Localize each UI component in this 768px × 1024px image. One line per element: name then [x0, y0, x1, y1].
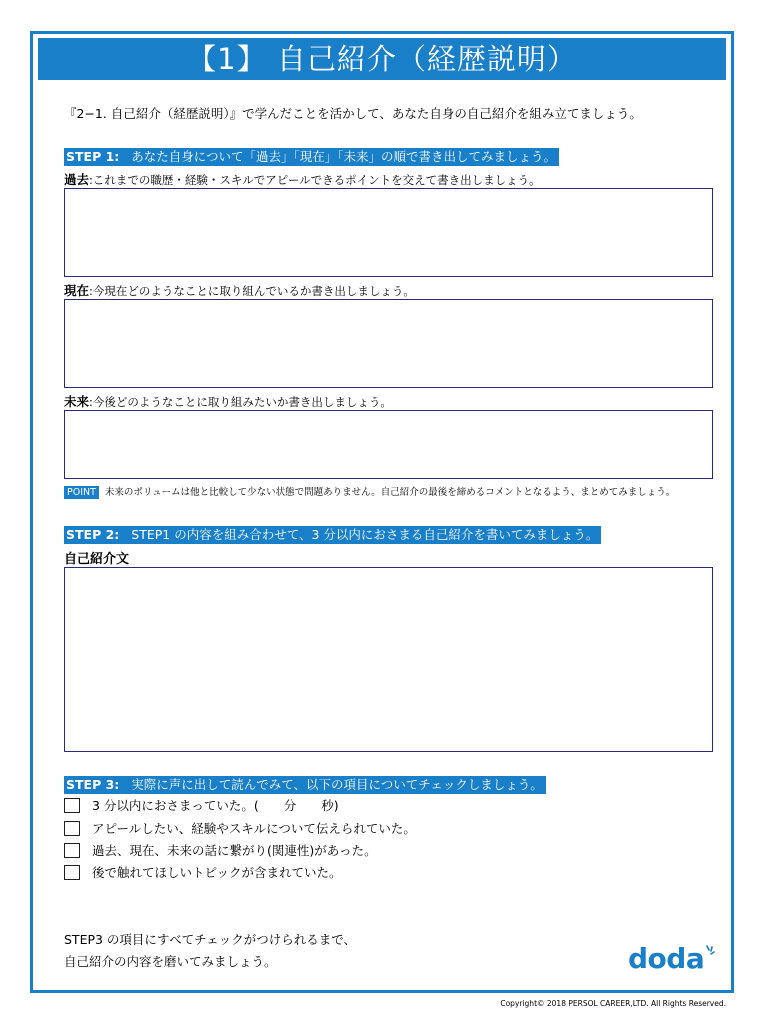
step1-text: あなた自身について「過去」「現在」「未来」の順で書き出してみましょう。 [131, 149, 557, 164]
past-label: 過去 [64, 172, 90, 187]
checkbox[interactable] [64, 865, 80, 880]
step2-header [64, 526, 601, 544]
step3-label: STEP 3: [66, 777, 120, 792]
checkbox[interactable] [64, 798, 80, 813]
checklist-item-text: 3 分以内におさまっていた。( 分 秒) [92, 798, 339, 813]
checklist-item-text: 過去、現在、未来の話に繋がり(関連性)があった。 [92, 843, 377, 858]
checklist-item-text: 後で触れてほしいトピックが含まれていた。 [92, 865, 342, 880]
self-intro-heading: 自己紹介文 [64, 552, 130, 567]
checklist-item-text: アピールしたい、経験やスキルについて伝えられていた。 [92, 821, 416, 836]
intro-text: 『2−1. 自己紹介（経歴説明）』で学んだことを活かして、あなた自身の自己紹介を組み立てましょう。 [64, 106, 642, 121]
step1-label: STEP 1: [66, 149, 120, 164]
step2-text: STEP1 の内容を組み合わせて、3 分以内におさまる自己紹介を書いてみましょう。 [131, 527, 599, 542]
past-text: :これまでの職歴・経験・スキルでアピールできるポイントを交えて書き出しましょう。 [89, 173, 541, 187]
checkbox[interactable] [64, 843, 80, 858]
present-text: :今現在どのようなことに取り組んでいるか書き出しましょう。 [89, 284, 415, 298]
step3-header [64, 776, 546, 794]
point-text: 未来のボリュームは他と比較して少ない状態で問題ありません。自己紹介の最後を締めるコメントとなるよう、まとめてみましょう。 [104, 487, 676, 498]
closing-line-2: 自己紹介の内容を磨いてみましょう。 [64, 954, 277, 969]
future-prompt [64, 392, 392, 410]
page-title: 【1】 自己紹介（経歴説明） [38, 38, 726, 80]
doda-logo: doda [628, 942, 705, 975]
present-label: 現在 [64, 283, 90, 298]
future-input-box[interactable] [64, 410, 713, 479]
point-tag: POINT [64, 486, 99, 499]
step3-text: 実際に声に出して読んでみて、以下の項目についてチェックしましょう。 [131, 777, 543, 792]
present-input-box[interactable] [64, 299, 713, 388]
copyright-notice: Copyright© 2018 PERSOL CAREER,LTD. All Rights Reserved. [500, 999, 726, 1008]
point-note [64, 484, 675, 498]
past-prompt [64, 170, 541, 188]
future-text: :今後どのようなことに取り組みたいか書き出しましょう。 [89, 395, 392, 409]
checkbox[interactable] [64, 821, 80, 836]
step1-header [64, 148, 559, 166]
self-intro-input-box[interactable] [64, 567, 713, 752]
future-label: 未来 [64, 394, 90, 409]
past-input-box[interactable] [64, 188, 713, 277]
logo-spark-icon [704, 944, 716, 958]
step2-label: STEP 2: [66, 527, 120, 542]
closing-line-1: STEP3 の項目にすべてチェックがつけられるまで、 [64, 932, 357, 947]
present-prompt [64, 281, 415, 299]
